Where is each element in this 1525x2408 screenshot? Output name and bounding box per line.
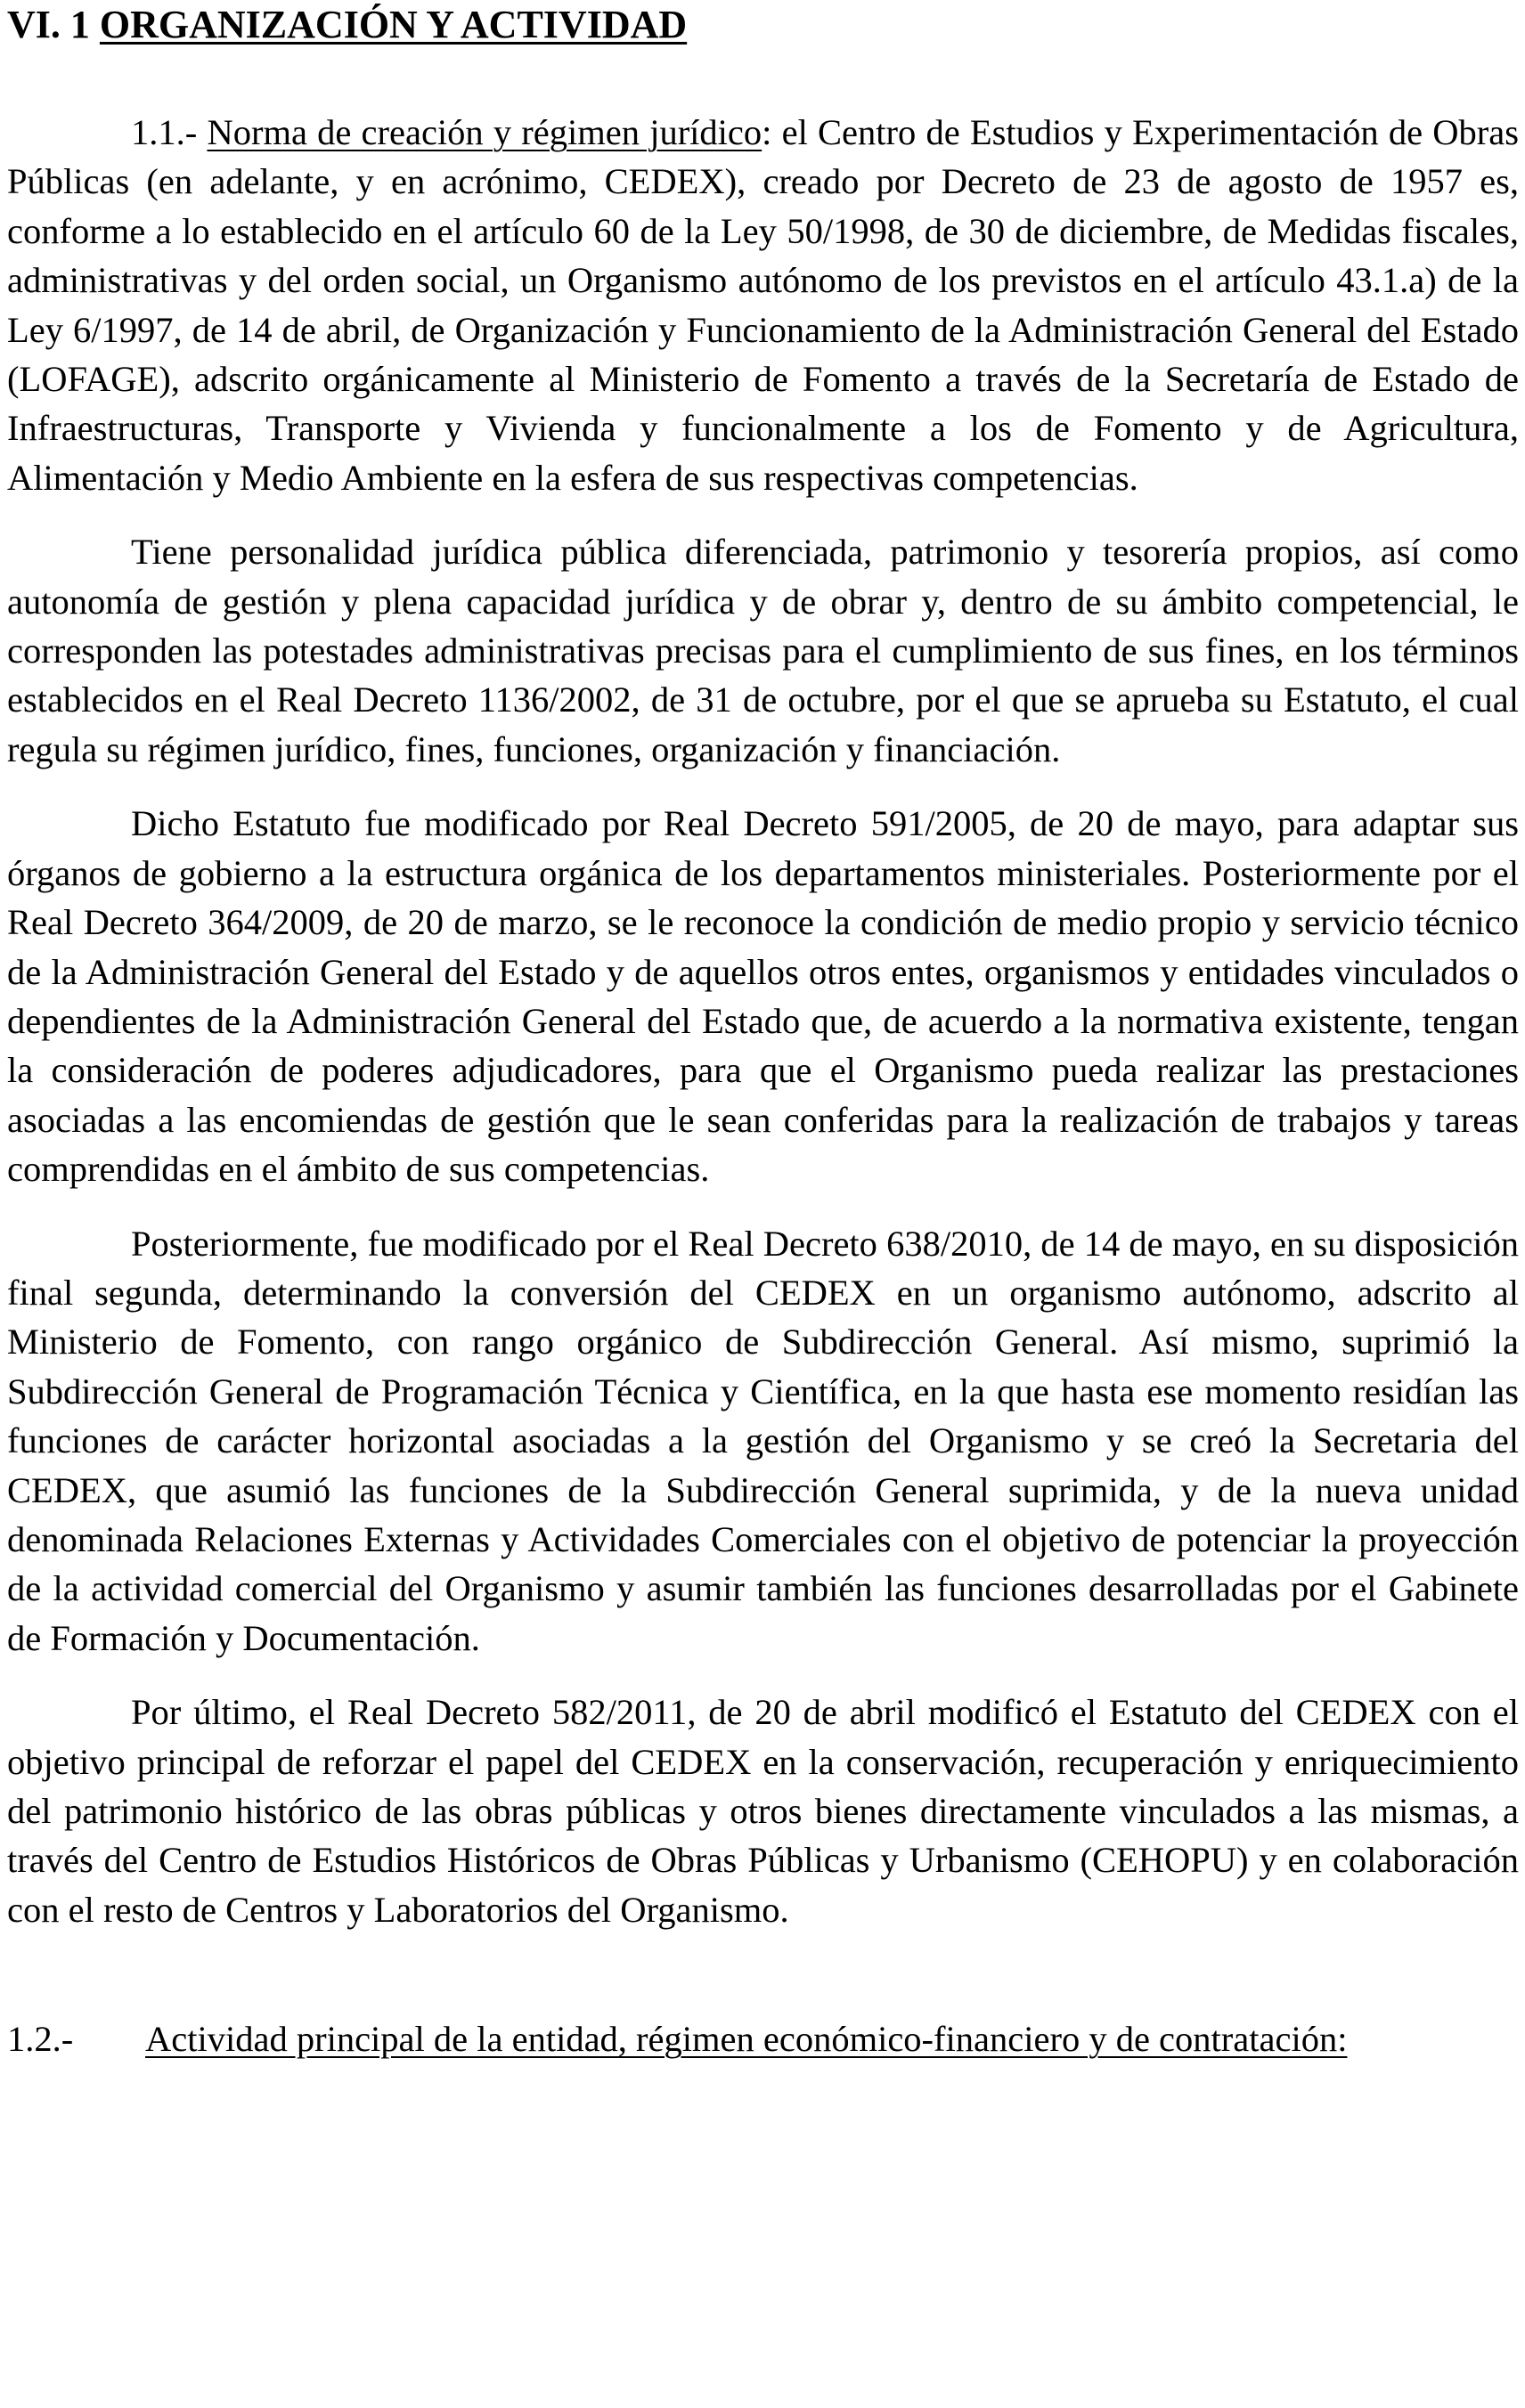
paragraph-personalidad: Tiene personalidad jurídica pública diferenciada, patrimonio y tesorería propios, así como autonomía de gestión y plena capacidad jurídica y de obrar y, dentro de su ámbito competencial, le corresponden las potestades administrativas precisas para el cumplimiento de sus fines, en los términos establecidos en el Real Decreto 1136/2002, de 31 de octubre, por el que se aprueba su Estatuto, el cual regula su régimen jurídico, fines, funciones, organización y financiación. [7,532,1519,769]
paragraph-estatuto: Dicho Estatuto fue modificado por Real Decreto 591/2005, de 20 de mayo, para adaptar sus órganos de gobierno a la estructura orgánica de los departamentos ministeriales. Posteriormente por el Real Decreto 364/2009, de 20 de marzo, se le reconoce la condición de medio propio y servicio técnico de la Administración General del Estado y de aquellos otros entes, organismos y entidades vinculados o dependientes de la Administración General del Estado que, de acuerdo a la normativa existente, tengan la consideración de poderes adjudicadores, para que el Organismo pueda realizar las prestaciones asociadas a las encomiendas de gestión que le sean conferidas para la realización de trabajos y tareas comprendidas en el ámbito de sus competencias. [7,803,1519,1190]
subsection-1-paragraph [7,108,1519,502]
paragraph-rd-638-2010: Posteriormente, fue modificado por el Real Decreto 638/2010, de 14 de mayo, en su disposición final segunda, determinando la conversión del CEDEX en un organismo autónomo, adscrito al Ministerio de Fomento, con rango orgánico de Subdirección General. Así mismo, suprimió la Subdirección General de Programación Técnica y Científica, en la que hasta ese momento residían las funciones de carácter horizontal asociadas a la gestión del Organismo y se creó la Secretaria del CEDEX, que asumió las funciones de la Subdirección General suprimida, y de la nueva unidad denominada Relaciones Externas y Actividades Comerciales con el objetivo de potenciar la proyección de la actividad comercial del Organismo y asumir también las funciones desarrolladas por el Gabinete de Formación y Documentación. [7,1223,1519,1658]
subsection-2-label: Actividad principal de la entidad, régimen económico-financiero y de contratación: [145,2019,1348,2060]
section-title: ORGANIZACIÓN Y ACTIVIDAD [99,3,688,46]
subsection-1-label: Norma de creación y régimen jurídico [207,112,762,152]
section-number: VI. 1 [7,3,90,46]
subsection-1-number: 1.1.- [131,112,198,152]
section-heading [7,0,1519,50]
subsection-1-text: : el Centro de Estudios y Experimentación de Obras Públicas (en adelante, y en acrónimo, CEDEX), creado por Decreto de 23 de agosto de 1957 es, conforme a lo establecido en el artículo 60 de la Ley 50/1998, de 30 de diciembre, de Medidas fiscales, administrativas y del orden social, un Organismo autónomo de los previstos en el artículo 43.1.a) de la Ley 6/1997, de 14 de abril, de Organización y Funcionamiento de la Administración General del Estado (LOFAGE), adscrito orgánicamente al Ministerio de Fomento a través de la Secretaría de Estado de Infraestructuras, Transporte y Vivienda y funcionalmente a los de Fomento y de Agricultura, Alimentación y Medio Ambiente en la esfera de sus respectivas competencias. [7,112,1520,498]
paragraph-rd-582-2011: Por último, el Real Decreto 582/2011, de 20 de abril modificó el Estatuto del CEDEX con el objetivo principal de reforzar el papel del CEDEX en la conservación, recuperación y enriquecimiento del patrimonio histórico de las obras públicas y otros bienes directamente vinculados a las mismas, a través del Centro de Estudios Históricos de Obras Públicas y Urbanismo (CEHOPU) y en colaboración con el resto de Centros y Laboratorios del Organismo. [7,1692,1519,1930]
subsection-2-number: 1.2.- [7,2019,74,2060]
subsection-2-heading [7,2014,1519,2063]
document-page [7,0,1519,2064]
